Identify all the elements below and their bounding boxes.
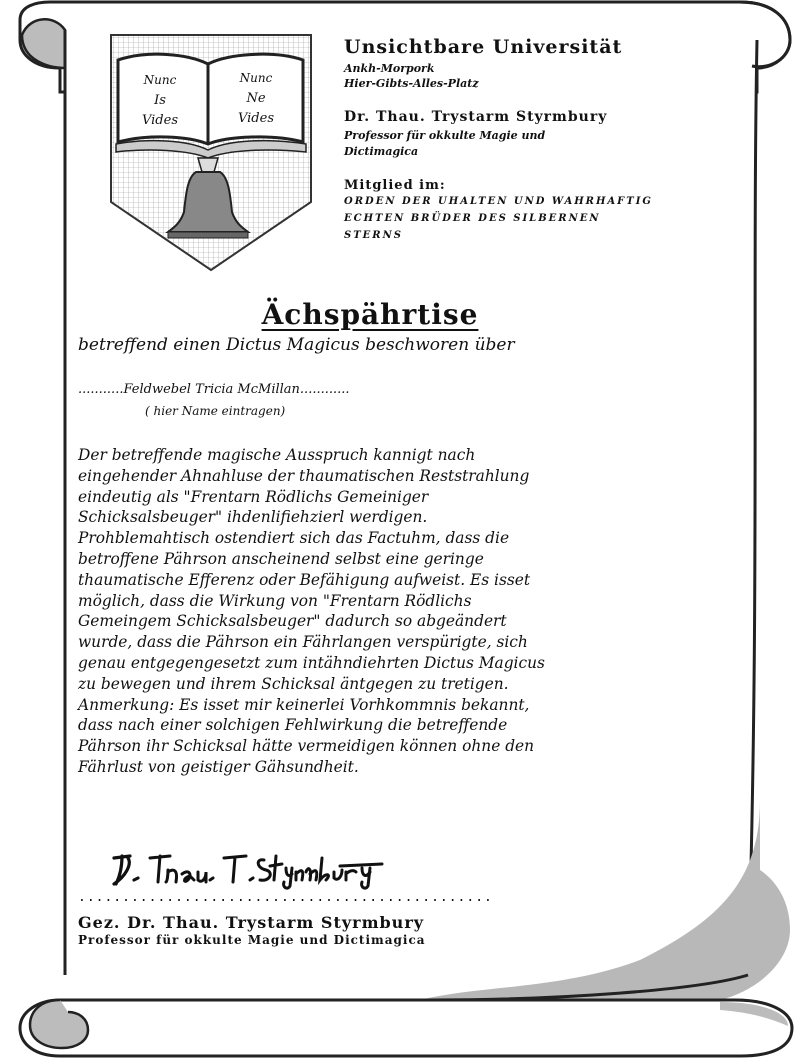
- handwritten-signature: [110, 836, 390, 892]
- body-line: wurde, dass die Pährson ein Fährlangen verspürigte, sich: [78, 633, 528, 652]
- body-line: thaumatische Efferenz oder Befähigung aufweist. Es isset: [78, 570, 531, 589]
- body-line: Der betreffende magische Ausspruch kannigt nach: [78, 446, 476, 464]
- body-line: betroffene Pährson anscheinend selbst eine geringe: [78, 549, 484, 568]
- book-right-line-2: Ne: [246, 91, 266, 106]
- university-name: Unsichtbare Universität: [344, 36, 623, 58]
- order-line-2: ECHTEN BRÜDER DES SILBERNEN: [344, 213, 601, 224]
- university-crest: [108, 32, 314, 272]
- member-label: Mitglied im:: [344, 178, 446, 193]
- body-line: zu bewegen und ihrem Schicksal äntgegen zu tretigen.: [78, 674, 509, 693]
- city-name: Ankh-Morpork: [344, 62, 435, 75]
- book-left-line-1: Nunc: [143, 73, 177, 87]
- body-line: genau entgegengesetzt zum intähndiehrten Dictus Magicus: [78, 653, 545, 672]
- book-right-line-1: Nunc: [239, 71, 273, 85]
- body-line: Pährson ihr Schicksal hätte vermeidigen können ohne den: [78, 737, 535, 756]
- signature-dotted-line: ...............................................: [78, 890, 493, 905]
- book-left-line-2: Is: [154, 93, 166, 108]
- signature-title: Professor für okkulte Magie und Dictimagica: [78, 933, 426, 947]
- order-line-3: STERNS: [344, 230, 403, 241]
- recipient-name-line: ...........Feldwebel Tricia McMillan............: [78, 382, 350, 397]
- body-line: Fährlust von geistiger Gähsundheit.: [78, 757, 359, 776]
- body-line: Schicksalsbeuger" ihdenlifiehzierl werdigen.: [78, 508, 428, 527]
- document-subtitle: betreffend einen Dictus Magicus beschworen über: [78, 335, 515, 355]
- document-body: [78, 445, 658, 778]
- body-line: eindeutig als "Frentarn Rödlichs Gemeiniger: [78, 487, 429, 506]
- body-line: Anmerkung: Es isset mir keinerlei Vorhkommnis bekannt,: [78, 695, 530, 714]
- body-line: eingehender Ahnahluse der thaumatischen Reststrahlung: [78, 466, 530, 485]
- book-right-line-3: Vides: [237, 111, 275, 126]
- square-name: Hier-Gibts-Alles-Platz: [344, 77, 479, 90]
- document-title: Ächspährtise: [261, 298, 479, 331]
- professor-title-line-2: Dictimagica: [344, 145, 419, 158]
- body-line: Prohblemahtisch ostendiert sich das Factuhm, dass die: [78, 529, 510, 548]
- body-line: Gemeingem Schicksalsbeuger" dadurch so abgeändert: [78, 612, 507, 631]
- professor-name: Dr. Thau. Trystarm Styrmbury: [344, 109, 608, 125]
- bottom-curl: [20, 1000, 792, 1056]
- order-line-1: ORDEN DER UHALTEN UND WAHRHAFTIG: [344, 196, 653, 207]
- recipient-name-hint: ( hier Name eintragen): [145, 404, 286, 418]
- book-left-line-3: Vides: [141, 113, 179, 128]
- professor-title-line-1: Professor für okkulte Magie und: [344, 129, 546, 142]
- body-line: möglich, dass die Wirkung von "Frentarn Rödlichs: [78, 591, 472, 610]
- signature-name: Gez. Dr. Thau. Trystarm Styrmbury: [78, 913, 425, 932]
- body-line: dass nach einer solchigen Fehlwirkung die betreffende: [78, 716, 508, 735]
- book-icon: [118, 54, 303, 144]
